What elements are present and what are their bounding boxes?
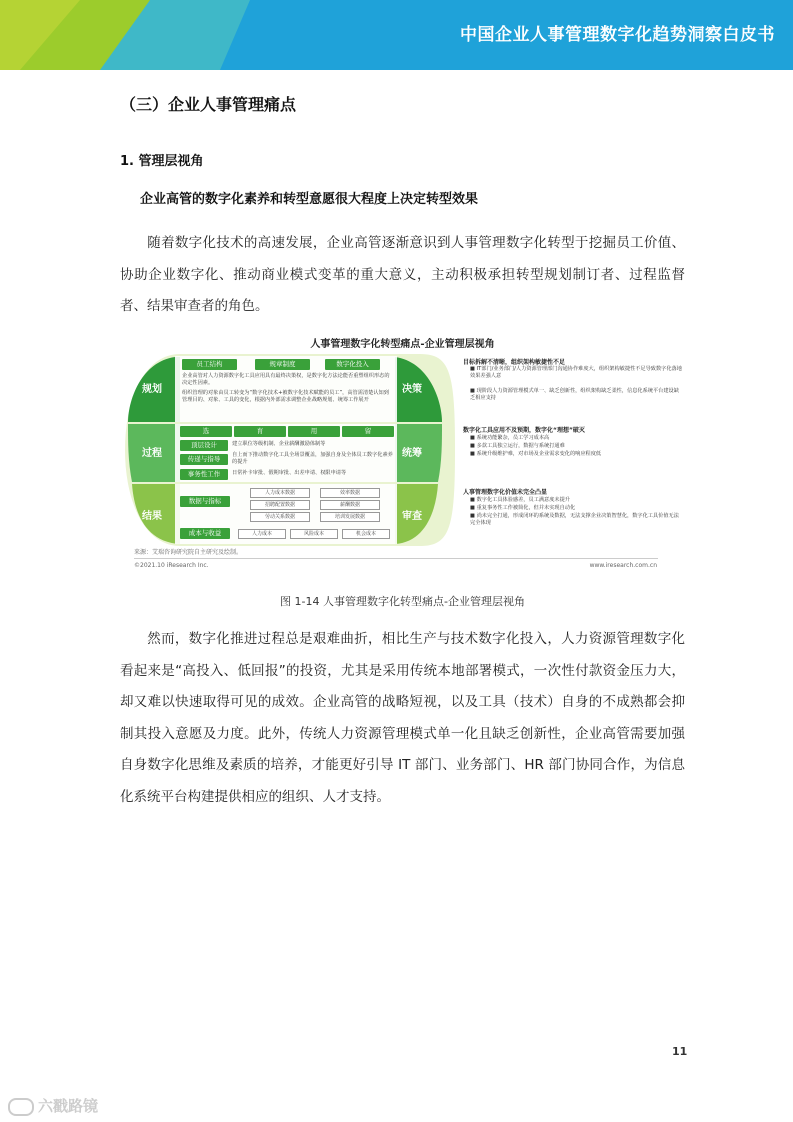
result-cell: 劳动关系数据	[250, 512, 310, 522]
right-block-2-item: ■ 系统功能繁杂，员工学习成本高	[470, 435, 550, 441]
result-cell: 招聘配置数据	[250, 500, 310, 510]
process-tag-routine: 事务性工作	[180, 469, 228, 480]
process-tag-top-design: 顶层设计	[180, 440, 228, 451]
process-step-retain: 留	[342, 426, 394, 437]
process-step-use: 用	[288, 426, 340, 437]
right-label-review: 审查	[402, 511, 422, 522]
right-block-3-item: ■ 重复事务性工作被简化，但并未实现自动化	[470, 505, 576, 511]
subsection-title: 1. 管理层视角	[120, 154, 204, 169]
subsubsection-title: 企业高管的数字化素养和转型意愿很大程度上决定转型效果	[140, 192, 479, 207]
result-cell: 人力成本数据	[250, 488, 310, 498]
right-block-1-item: ■ IT部门/业务部门/人力资源管理部门沟通协作难度大，组织架构敏捷性不足导致数字化落地效果差强人意	[470, 366, 682, 379]
left-label-result: 结果	[142, 511, 162, 522]
right-block-3-title: 人事管理数字化价值未完全凸显	[463, 489, 548, 496]
figure-diagram	[120, 352, 685, 548]
page-header	[0, 0, 793, 70]
figure-copyright: ©2021.10 iResearch Inc.	[134, 562, 209, 569]
plan-text-1: 企业高管对人力资源数字化工具应用具有最终决策权，是数字化方法论能否重塑组织形态的决定性因素。	[182, 373, 390, 386]
plan-tag-rules: 规章制度	[255, 359, 310, 370]
cost-cell: 风险成本	[290, 529, 338, 539]
page-number: 11	[672, 1045, 688, 1058]
right-block-2-item: ■ 多款工具独立运行，数据与系统打通难	[470, 443, 565, 449]
section-title: （三）企业人事管理痛点	[120, 95, 297, 114]
plan-tag-investment: 数字化投入	[325, 359, 380, 370]
right-block-2-title: 数字化工具应用不及预期，数字化“理想”破灭	[463, 427, 585, 434]
right-block-3-item: ■ 尚未完全打通，形成闭环的系统及数据，无法支撑企业决策智慧化，数字化工具价值无法完全体现	[470, 513, 679, 526]
watermark-logo-icon	[8, 1098, 34, 1116]
process-text-1: 建立职位等级机制、企业薪酬激励体制等	[232, 441, 326, 447]
process-step-cultivate: 育	[234, 426, 286, 437]
right-block-3-item: ■ 数字化工具体验感差，员工满意度未提升	[470, 497, 570, 503]
cost-cell: 人力成本	[238, 529, 286, 539]
right-block-1-title: 目标拆解不清晰，组织架构敏捷性不足	[463, 359, 566, 366]
plan-tag-structure: 员工结构	[182, 359, 237, 370]
header-title: 中国企业人事管理数字化趋势洞察白皮书	[460, 25, 775, 45]
result-tag-cost: 成本与收益	[180, 528, 230, 539]
result-cell: 薪酬数据	[320, 500, 380, 510]
process-tag-guidance: 传递与指导	[180, 454, 228, 465]
process-text-2: 自上而下推动数字化工具全场景覆盖，加强自身及全体员工数字化素养的提升	[232, 452, 393, 465]
right-block-1-item: ■ 现阶段人力资源管理模式单一、缺乏创新性，组织架构缺乏柔性，信息化系统平台建设缺乏相应支持	[470, 388, 679, 401]
paragraph-2: 然而，数字化推进过程总是艰难曲折，相比生产与技术数字化投入，人力资源管理数字化看起来是“高投入、低回报”的投资，尤其是采用传统本地部署模式，一次性付款资金压力大，却又难以快速取得可见的成效。企业高管的战略短视，以及工具（技术）自身的不成熟都会抑制其投入意愿及力度。此外，传统人力资源管理模式单一化且缺乏创新性，企业高管需要加强自身数字化思维及素质的培养，才能更好引导 IT 部门、业务部门、HR 部门协同合作，为信息化系统平台构建提供相应的组织、人才支持。	[120, 631, 685, 805]
cost-cell: 机会成本	[342, 529, 390, 539]
right-label-coordinate: 统筹	[402, 448, 422, 459]
result-tag-data: 数据与指标	[180, 496, 230, 507]
right-label-decision: 决策	[402, 384, 422, 395]
result-cell: 效率数据	[320, 488, 380, 498]
figure-website: www.iresearch.com.cn	[589, 562, 657, 569]
figure-divider	[134, 558, 658, 559]
plan-text-2: 组织管理的对象由员工转变为“数字化技术+被数字化技术赋能的员工”，高管需清楚认知到管理目的、对象、工具的变化，根据内外部需求调整企业战略规划、统筹工作展开	[182, 390, 389, 403]
process-text-3: 日常补卡审批、假期审批、出差申请、权限申请等	[232, 470, 347, 476]
figure-caption: 图 1-14 人事管理数字化转型痛点-企业管理层视角	[280, 595, 525, 608]
figure-title: 人事管理数字化转型痛点-企业管理层视角	[310, 339, 495, 350]
paragraph-1: 随着数字化技术的高速发展，企业高管逐渐意识到人事管理数字化转型于挖掘员工价值、协助企业数字化、推动商业模式变革的重大意义，主动积极承担转型规划制订者、过程监督者、结果审查者的角色。	[120, 235, 685, 314]
left-label-process: 过程	[142, 448, 162, 459]
left-label-plan: 规划	[142, 384, 162, 395]
figure-source: 来源：艾瑞咨询研究院自主研究及绘制。	[134, 549, 243, 556]
watermark: 六戳路镜	[8, 1095, 98, 1116]
result-cell: 培训发展数据	[320, 512, 380, 522]
process-step-select: 选	[180, 426, 232, 437]
right-block-2-item: ■ 系统升级维护难，对市场及企业需求变化的响应程度低	[470, 451, 602, 457]
